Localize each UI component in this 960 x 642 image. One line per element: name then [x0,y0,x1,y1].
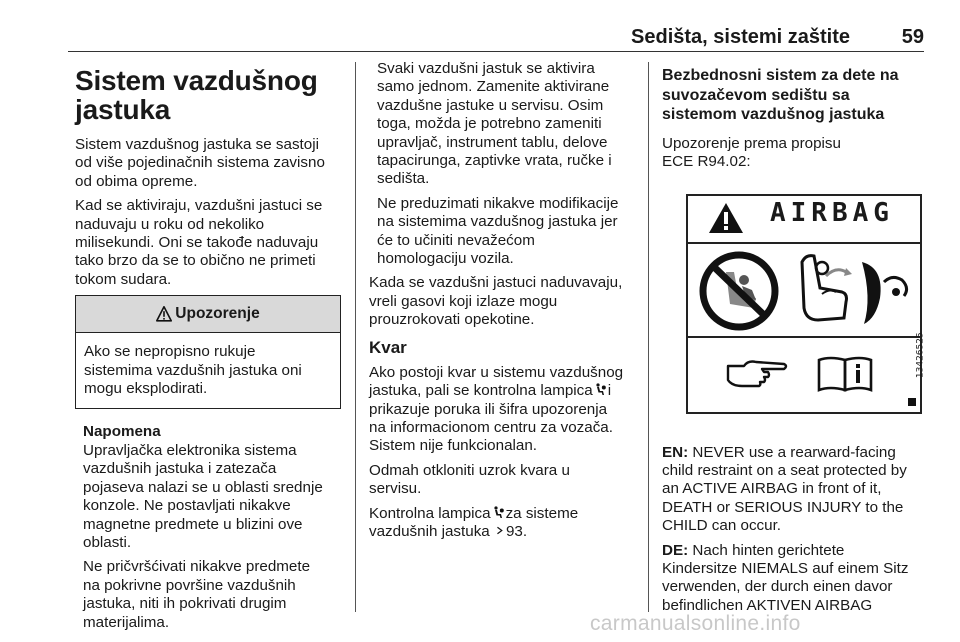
note [75,423,341,631]
warning-triangle-icon [156,306,172,322]
column-3 [662,60,928,621]
no-rear-facing-child-seat-icon [696,250,782,332]
column-divider [648,62,649,612]
section-heading: Sistem vazdušnog jastuka [75,65,318,125]
text: i prikazuje poruka ili šifra upozorenja na informacionom centru za vozača. Sistem nije funkcionalan. [369,382,613,455]
column-divider [355,62,356,612]
paragraph: Sistem vazdušnog jastuka se sastoji od više pojedinačnih sistema zavisno od obima opreme. [75,136,325,190]
page-number: 59 [901,26,924,48]
paragraph: Kada se vazdušni jastuci naduvavaju, vreli gasovi koji izlaze mogu prouzrokovati opekotine. [369,274,623,329]
language-label: EN: [662,443,689,461]
label-part-number: 13426525 [915,331,926,378]
warning-triangle-icon [708,202,744,234]
label-corner-mark [908,398,916,406]
warning-box [75,295,341,409]
paragraph-de [662,542,928,616]
pointing-hand-icon [724,356,790,392]
paragraph-en [662,444,928,536]
note-title: Napomena [83,423,161,441]
airbag-warning-lamp-icon [493,506,504,519]
page-reference[interactable]: 93. [505,522,528,540]
language-label: DE: [662,541,689,559]
label-header [688,196,920,244]
paragraph [369,505,635,542]
text: Kontrolna lampica [369,504,491,522]
warning-title: Upozorenje [175,305,260,323]
text: NEVER use a rearward-facing child restraint on a seat protected by an ACTIVE AIRBAG in front of it, DEATH or SERIOUS INJURY to the CHILD can occur. [662,443,907,535]
label-pictograms [688,244,920,338]
header-rule [68,51,924,52]
section-heading: Kvar [369,337,407,357]
label-word: AIRBAG [770,197,894,228]
text: za sisteme vazdušnih jastuka [369,504,579,540]
warning-header [76,296,340,333]
paragraph: Ne pričvršćivati nikakve predmete na pokrivne površine vazdušnih jastuka, niti ih pokrivati drugim materijalima. [83,558,311,631]
airbag-deploying-seat-icon [792,248,916,334]
watermark: carmanualsonline.info [590,612,801,635]
note-continued [369,60,635,268]
text: Nach hinten gerichtete Kindersitze NIEMALS auf einem Sitz verwenden, der durch einen davor befindlichen AKTIVEN AIRBAG [662,541,909,614]
paragraph: Ne preduzimati nikakve modifikacije na sistemima vazdušnog jastuka jer će to učiniti nevažećom homologaciju vozila. [377,194,619,268]
manual-info-icon [816,354,874,394]
paragraph: Upravljačka elektronika sistema vazdušnih jastuka i zatezača pojaseva nalazi se u oblasti srednje konzole. Ne postavljati nikakve magnetne predmete u blizini ove oblasti. [83,441,323,551]
header-title: Sedišta, sistemi zaštite [631,26,850,48]
paragraph: Svaki vazdušni jastuk se aktivira samo jednom. Zamenite aktivirane vazdušne jastuke u servisu. Osim toga, možda je potrebno zameniti upravljač, instrument tablu, delove tapacirunga, zaptivke vrata, ručke i sedišta. [377,60,612,188]
paragraph: Upozorenje prema propisu ECE R94.02: [662,134,841,171]
paragraph: Odmah otkloniti uzrok kvara u servisu. [369,461,570,498]
text: Ako postoji kvar u sistemu vazdušnog jastuka, pali se kontrolna lampica [369,363,624,400]
column-1 [75,60,341,638]
column-2 [369,60,635,547]
section-heading: Bezbednosni sistem za dete na suvozačevom sedištu sa sistemom vazdušnog jastuka [662,67,899,124]
page-reference-icon [496,524,504,537]
airbag-warning-lamp-icon [595,383,606,396]
page-header [68,22,924,52]
warning-text: Ako se nepropisno rukuje sistemima vazdušnih jastuka oni mogu eksplodirati. [84,343,302,398]
label-instructions [688,338,920,412]
airbag-warning-label [686,194,926,414]
paragraph: Kad se aktiviraju, vazdušni jastuci se naduvaju u roku od nekoliko milisekundi. Oni se takođe naduvaju tako brzo da se to obično ne primeti tokom sudara. [75,197,323,288]
paragraph [369,364,635,456]
